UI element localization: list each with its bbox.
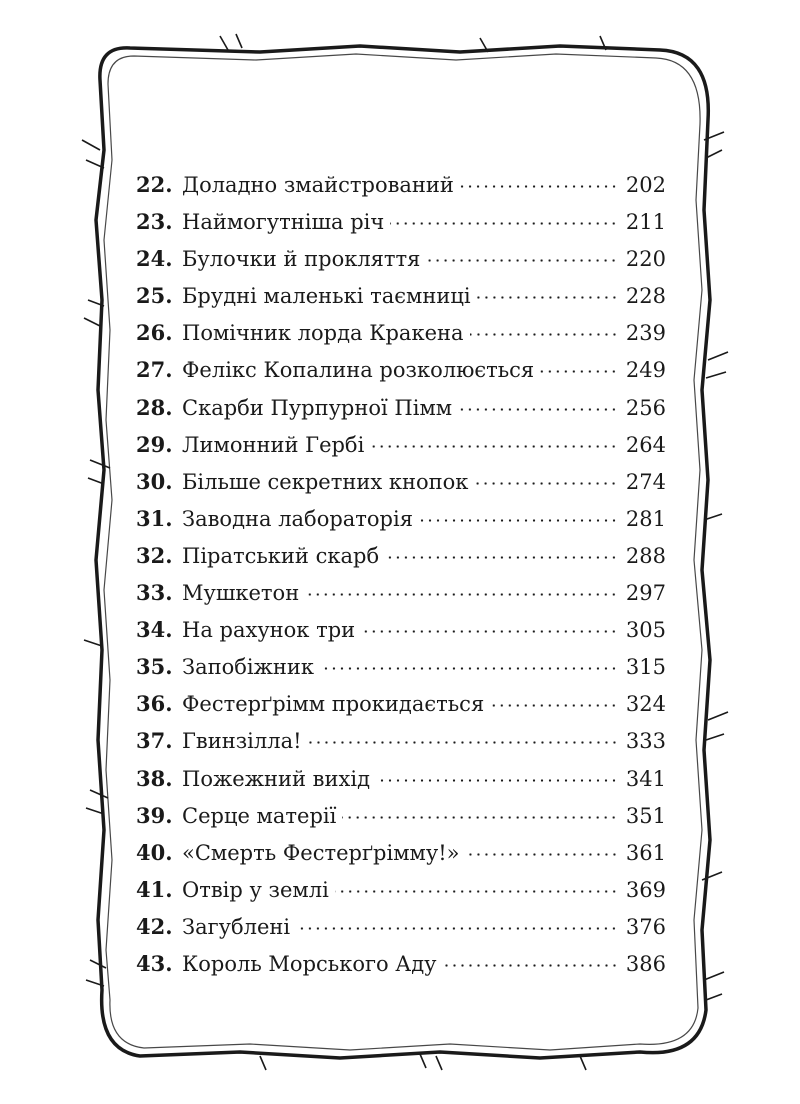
page-number: 297 — [625, 581, 666, 606]
dot-leader — [474, 482, 618, 485]
page-number: 351 — [625, 803, 666, 828]
dot-leader — [470, 333, 618, 336]
chapter-title: Фестерґрімм прокидається — [182, 692, 485, 717]
dot-leader — [390, 222, 618, 225]
chapter-number: 27. — [136, 357, 173, 383]
chapter-number: 38. — [136, 765, 173, 791]
dot-leader — [466, 853, 618, 856]
chapter-title: Серце матерії — [182, 803, 337, 828]
toc-entry-30[interactable] — [136, 469, 666, 506]
toc-entry-43[interactable] — [136, 951, 666, 988]
chapter-number: 23. — [136, 209, 173, 235]
chapter-number: 30. — [136, 468, 173, 494]
toc-entry-38[interactable] — [136, 766, 666, 803]
toc-entry-36[interactable] — [136, 691, 666, 728]
chapter-title: Мушкетон — [182, 581, 300, 606]
toc-entry-25[interactable] — [136, 283, 666, 320]
page-number: 315 — [625, 655, 666, 680]
page-number: 256 — [625, 395, 666, 420]
dot-leader — [490, 704, 618, 707]
dot-leader — [361, 630, 618, 633]
chapter-title: Лимонний Гербі — [182, 432, 365, 457]
dot-leader — [540, 370, 618, 373]
chapter-number: 24. — [136, 246, 173, 272]
dot-leader — [460, 185, 618, 188]
chapter-number: 33. — [136, 580, 173, 606]
toc-entry-31[interactable] — [136, 506, 666, 543]
page-number: 281 — [625, 506, 666, 531]
toc-entry-33[interactable] — [136, 580, 666, 617]
toc-entry-24[interactable] — [136, 246, 666, 283]
dot-leader — [320, 667, 618, 670]
chapter-number: 32. — [136, 542, 173, 568]
page-number: 220 — [625, 247, 666, 272]
page-number: 249 — [625, 358, 666, 383]
chapter-number: 22. — [136, 172, 173, 197]
dot-leader — [477, 296, 618, 299]
chapter-number: 28. — [136, 394, 173, 420]
page-number: 274 — [625, 469, 666, 494]
chapter-title: Доладно змайстрований — [182, 173, 454, 197]
page-number: 264 — [625, 432, 666, 457]
chapter-number: 34. — [136, 617, 173, 643]
page-number: 369 — [625, 877, 666, 902]
chapter-number: 40. — [136, 839, 173, 865]
toc-entry-37[interactable] — [136, 728, 666, 765]
toc-entry-39[interactable] — [136, 803, 666, 840]
page-number: 239 — [625, 321, 666, 346]
table-of-contents — [136, 172, 666, 988]
page-number: 376 — [625, 914, 666, 939]
chapter-number: 26. — [136, 320, 173, 346]
dot-leader — [385, 556, 618, 559]
dot-leader — [335, 890, 618, 893]
toc-entry-32[interactable] — [136, 543, 666, 580]
chapter-number: 25. — [136, 283, 173, 309]
chapter-number: 36. — [136, 691, 173, 717]
chapter-title: Загублені — [182, 914, 291, 939]
toc-entry-41[interactable] — [136, 877, 666, 914]
dot-leader — [370, 445, 618, 448]
chapter-title: Піратський скарб — [182, 543, 380, 568]
chapter-title: Заводна лабораторія — [182, 506, 413, 531]
dot-leader — [305, 593, 618, 596]
chapter-number: 41. — [136, 876, 173, 902]
toc-entry-35[interactable] — [136, 654, 666, 691]
chapter-number: 35. — [136, 654, 173, 680]
page-number: 202 — [625, 173, 666, 197]
toc-entry-40[interactable] — [136, 840, 666, 877]
chapter-title: Фелікс Копалина розколюється — [182, 358, 535, 383]
page-number: 386 — [625, 951, 666, 976]
chapter-number: 43. — [136, 950, 173, 976]
chapter-title: Помічник лорда Кракена — [182, 321, 464, 346]
dot-leader — [458, 408, 618, 411]
dot-leader — [376, 779, 618, 782]
dot-leader — [308, 741, 618, 744]
dot-leader — [342, 816, 618, 819]
chapter-title: Скарби Пурпурної Пімм — [182, 395, 453, 420]
chapter-title: Гвинзілла! — [182, 729, 302, 754]
toc-entry-34[interactable] — [136, 617, 666, 654]
toc-entry-42[interactable] — [136, 914, 666, 951]
chapter-number: 31. — [136, 505, 173, 531]
page-number: 228 — [625, 284, 666, 309]
toc-entry-29[interactable] — [136, 432, 666, 469]
dot-leader — [296, 927, 618, 930]
dot-leader — [426, 259, 618, 262]
chapter-title: Брудні маленькі таємниці — [182, 284, 471, 309]
chapter-title: Отвір у землі — [182, 877, 329, 902]
toc-entry-23[interactable] — [136, 209, 666, 246]
page-number: 341 — [625, 766, 666, 791]
toc-entry-26[interactable] — [136, 320, 666, 357]
chapter-number: 29. — [136, 431, 173, 457]
page-number: 333 — [625, 729, 666, 754]
chapter-title: На рахунок три — [182, 618, 356, 643]
chapter-number: 39. — [136, 802, 173, 828]
dot-leader — [443, 964, 619, 967]
dot-leader — [419, 519, 618, 522]
toc-entry-28[interactable] — [136, 395, 666, 432]
toc-entry-22[interactable] — [136, 172, 666, 209]
chapter-number: 37. — [136, 728, 173, 754]
toc-entry-27[interactable] — [136, 357, 666, 394]
page-number: 361 — [625, 840, 666, 865]
chapter-title: Пожежний вихід — [182, 766, 370, 791]
chapter-title: «Смерть Фестерґрімму!» — [182, 840, 460, 865]
chapter-title: Наймогутніша річ — [182, 210, 385, 235]
page-number: 305 — [625, 618, 666, 643]
page-number: 288 — [625, 543, 666, 568]
chapter-title: Більше секретних кнопок — [182, 469, 469, 494]
page-number: 324 — [625, 692, 666, 717]
chapter-title: Булочки й прокляття — [182, 247, 421, 272]
page-number: 211 — [625, 210, 666, 235]
chapter-title: Король Морського Аду — [182, 951, 437, 976]
chapter-title: Запобіжник — [182, 655, 315, 680]
chapter-number: 42. — [136, 913, 173, 939]
